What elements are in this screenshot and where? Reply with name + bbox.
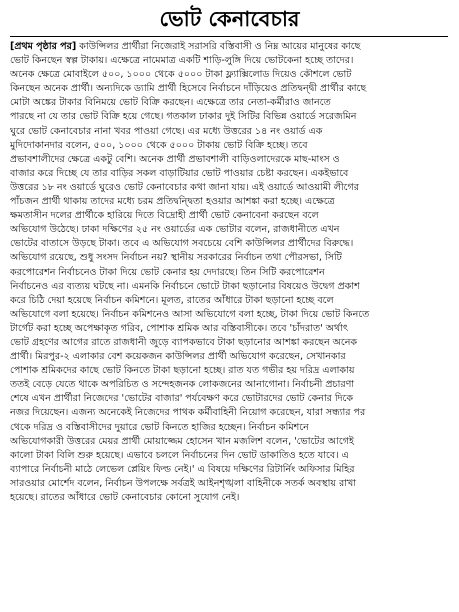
article-line: থেকে দরিদ্র ও বস্তিবাসীদের দুয়ারে ভোট কিনতে হাজির হচ্ছেন। নির্বাচন কমিশনে	[10, 421, 309, 433]
article-line: অভিযোগ রয়েছে, শুধু সংসদ নির্বাচন নয়? স্থানীয় সরকারের নির্বাচন তথা পৌরসভা, সিটি	[10, 252, 342, 264]
article-line: কালো টাকা বিলি শুরু হয়েছে। এভাবে চললে নির্বাচনের দিন ভোট ডাকাতিও হতে যাবে। এ	[10, 449, 349, 461]
article-line: ব্যাপারে নির্বাচনী মাঠে লেভেল প্লেয়িং ফিল্ড নেই।' এ বিষয়ে দক্ষিণের রিটার্নিং অফিসার মিহির	[10, 463, 355, 475]
article-line: করপোরেশন নির্বাচনেও টাকা দিয়ে ভোট কেনার হয় দেদারছে। তিন সিটি করপোরেশন	[10, 266, 325, 278]
article-line: পোশাক শ্রমিকদের কাছে ভোট কিনতে টাকা ছড়ানো হচ্ছে। রাত যত গভীর হয় দরিদ্র এলাকায়	[10, 365, 355, 377]
article-line: ভোট কিনছেন স্বল্প টাকায়। এক্ষেত্রে নামেমাত্র একটি শাড়ি-লুঙ্গি দিয়ে ভোটকেনা হচ্ছে তাদের।	[10, 55, 354, 67]
article-line: ততই বেড়ে যেতে থাকে অপরিচিত ও সন্দেহজনক লোকজনের আনাগোনা। নির্বাচনী প্রচারণা	[10, 379, 355, 391]
article-line: নির্বাচনেও এর ব্যত্যয় ঘটছে না। এমনকি নির্বাচনে ভোটে টাকা ছড়ানোর বিষয়েও উদ্বেগ প্রকাশ	[10, 280, 360, 292]
headline-divider	[10, 36, 448, 37]
article-line: প্রার্থী। মিরপুর-২ এলাকার বেশ কয়েকজন কাউন্সিলর প্রার্থী অভিযোগ করেছেন, সেখানকার	[10, 351, 346, 363]
article-line: অনেক ক্ষেত্রে মোবাইলে ৫০০, ১০০০ থেকে ৫০০০ টাকা ফ্ল্যাক্সিলোড দিয়েও কৌশলে ভোট	[10, 69, 352, 81]
article-line: সারওয়ার মোর্শেদ বলেন, নির্বাচন উপলক্ষে সর্বত্রই আইনশৃঙ্খলা বাহিনীকে সতর্ক অবস্থায় রাখা	[10, 477, 356, 489]
article-paragraph	[10, 40, 448, 505]
article-line: অভিযোগে বলা হয়েছে। নির্বাচন কমিশনেও আসা অভিযোগে বলা হচ্ছে, টাকা দিয়ে ভোট কিনতে	[10, 308, 370, 320]
article-line: পাঁচজন প্রার্থী থাকায় তাদের মধ্যে চরম প্রতিদ্বন্দ্বিতা হওয়ার আশঙ্কা করা হচ্ছে। এক্ষেত্রে	[10, 196, 335, 208]
article-line: টার্গেট করা হচ্ছে অপেক্ষাকৃত গরিব, পোশাক শ্রমিক আর বস্তিবাসীকে। তবে 'চাঁদরাত' অর্থাৎ	[10, 322, 349, 334]
article-line: ভোটের বাতাসে উড়ছে টাকা। তবে এ অভিযোগ সবচেয়ে বেশি কাউন্সিলর প্রার্থীদের বিরুদ্ধে।	[10, 238, 354, 250]
article-line-text: কাউন্সিলর প্রার্থীরা নিজেরাই সরাসরি বস্তিবাসী ও নিম্ন আয়ের মানুষের কাছে	[76, 41, 361, 52]
article-line: অভিযোগকারী উত্তরের মেয়র প্রার্থী মোয়াজ্জেম হোসেন খান মজলিশ বলেন, 'ভোটের আগেই	[10, 435, 354, 447]
article-line: অভিযোগ উঠেছে। ঢাকা দক্ষিণের ২৫ নং ওয়ার্ডের এক ভোটার বলেন, রাজধানীতে এখন	[10, 224, 340, 236]
article-line	[10, 40, 448, 54]
article-line: মোটা অঙ্কের টাকার বিনিময়ে ভোট বিক্রি করছেন। এক্ষেত্রে তার নেতা-কর্মীরাও জানতে	[10, 97, 331, 109]
article-line: করে চিঠি দেয়া হয়েছে নির্বাচন কমিশনে। মূলত, রাতের আঁধারে টাকা ছড়ানো হচ্ছে বলে	[10, 294, 334, 306]
article-headline: ভোট কেনাবেচার	[159, 7, 300, 31]
article-line: বাজার করে দিচ্ছে যে তার বাড়ির সকল বাড়াটিয়ার ভোট পাওয়ার চেষ্টা করছেন। একইভাবে	[10, 167, 349, 179]
article-line: ঘুরে ভোট কেনাবেচার নানা খবর পাওয়া গেছে। এর মধ্যে উত্তরের ১৪ নং ওয়ার্ড এক	[10, 125, 323, 137]
article-line: ভোট গ্রহণের আগের রাতে রাজধানী জুড়ে ব্যাপকভাবে টাকা ছড়ানোর আশঙ্কা করছেন অনেক	[10, 336, 358, 348]
article-line: উত্তরের ১৮ নং ওয়ার্ডে ঘুরেও ভোট কেনাবেচার কথা জানা যায়। এই ওয়ার্ডে আওয়ামী লীগের	[10, 181, 359, 193]
continued-from-tag: [প্রথম পৃষ্ঠার পর]	[10, 41, 77, 52]
article-line: মুদিদোকানদার বলেন, ৫০০, ১০০০ থেকে ৫০০০ টাকায় ভোট বিক্রি হচ্ছে। তবে	[10, 139, 308, 151]
article-line: শেষে এখন প্রার্থীরা নিজেদের 'ভোটের বাজার' পর্যবেক্ষণ করে ভোটারদের ভোট কেনার দিকে	[10, 393, 354, 405]
article-line: প্রভাবশালীদের ক্ষেত্রে একটু বেশি। অনেক প্রার্থী প্রভাবশালী বাড়িওলাদেরকে মাছ-মাংস ও	[10, 153, 340, 165]
article-line: নজর দিয়েছেন। এজন্য অনেকেই নিজেদের পাথক কর্মীবাহিনী নিয়োগ করেছেন, যারা সন্ধ্যার পর	[10, 407, 366, 419]
article-line: পারছে না যে তার ভোট বিক্রি হয়ে গেছে। গতকাল ঢাকার দুই সিটির বিভিন্ন ওয়ার্ডে সরেজমিন	[10, 111, 357, 123]
article-line: হয়েছে। রাতের আঁধারে ভোট কেনাবেচার কোনো সুযোগ নেই।	[10, 492, 240, 503]
article-line: ক্ষমতাসীন দলের প্রার্থীকে হারিয়ে দিতে বিদ্রোহী প্রার্থী ভোট কেনাবেনা করছেন বলে	[10, 210, 319, 222]
article-line: কিনছেন অনেক প্রার্থী। অন্যদিকে ড্যামি প্রার্থী হিসেবে নির্বাচনে দাঁড়িয়েও প্রতিদ্বন্দ্বী প্রার্থীর কাছে	[10, 83, 367, 95]
article-body	[10, 40, 448, 608]
